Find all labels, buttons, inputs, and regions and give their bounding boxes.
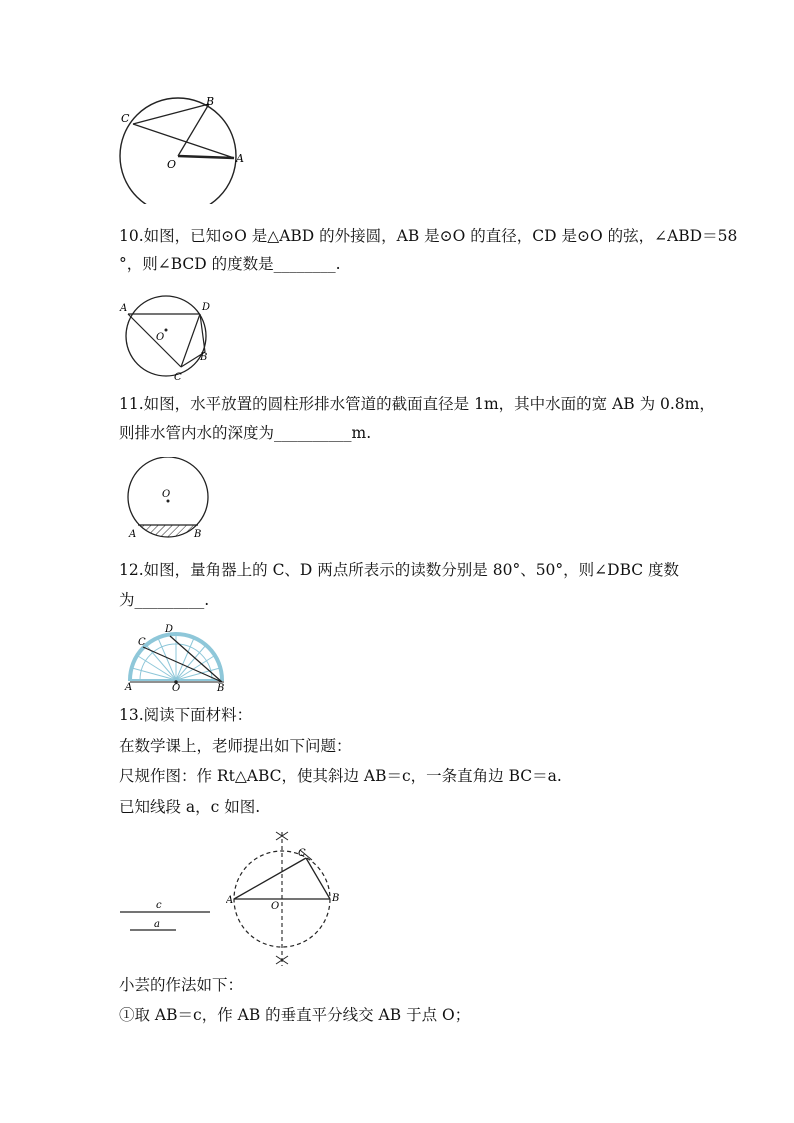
q13-line1: 13.阅读下面材料： — [119, 706, 253, 724]
label-d: D — [165, 624, 174, 635]
label-c: C — [298, 848, 306, 859]
label-o: O — [271, 901, 280, 912]
q12-line1: 12.如图，量角器上的 C、D 两点所表示的读数分别是 80°、50°，则∠DBC 度数 — [119, 561, 680, 579]
q13-line3: 尺规作图：作 Rt△ABC，使其斜边 AB＝c，一条直角边 BC＝a. — [119, 767, 562, 785]
figure-protractor — [118, 620, 234, 692]
label-b: B — [206, 96, 215, 108]
label-b: B — [332, 893, 340, 904]
q10-line1: 10.如图，已知⊙O 是△ABD 的外接圆，AB 是⊙O 的直径，CD 是⊙O 的弦，∠ABD＝58 — [119, 227, 738, 245]
figure-pipe-cross-section — [120, 457, 216, 543]
label-o: O — [156, 332, 165, 343]
q11-line2: 则排水管内水的深度为__________m. — [119, 424, 372, 442]
figure-circle-abcd — [116, 294, 220, 382]
label-d: D — [202, 302, 211, 313]
label-a: A — [120, 303, 128, 314]
label-o: O — [167, 158, 177, 171]
label-b: B — [194, 529, 202, 540]
label-o: O — [162, 489, 171, 500]
label-c: C — [138, 637, 146, 648]
label-c: C — [121, 112, 130, 125]
q13-line2: 在数学课上，老师提出如下问题： — [119, 737, 352, 755]
q10-line2: °，则∠BCD 的度数是________. — [119, 255, 341, 273]
label-a: A — [226, 895, 234, 906]
q11-line1: 11.如图，水平放置的圆柱形排水管道的截面直径是 1m，其中水面的宽 AB 为 0.8m， — [119, 395, 715, 413]
q13-line5: 小芸的作法如下： — [119, 976, 244, 994]
q12-line2: 为_________. — [119, 591, 210, 609]
label-o: O — [172, 683, 181, 692]
label-c: c — [156, 900, 162, 911]
label-b: B — [200, 352, 208, 363]
q13-line6: ①取 AB＝c，作 AB 的垂直平分线交 AB 于点 O； — [119, 1006, 471, 1024]
q13-line4: 已知线段 a，c 如图. — [119, 798, 261, 816]
label-a: A — [125, 682, 133, 692]
figure-circle-abc — [116, 96, 252, 204]
label-b: B — [217, 683, 225, 692]
label-c: C — [174, 372, 182, 382]
label-a: a — [154, 919, 160, 930]
figure-construction — [226, 826, 342, 968]
figure-segments-a-c — [118, 896, 214, 936]
label-a: A — [236, 152, 244, 165]
label-a: A — [129, 529, 137, 540]
